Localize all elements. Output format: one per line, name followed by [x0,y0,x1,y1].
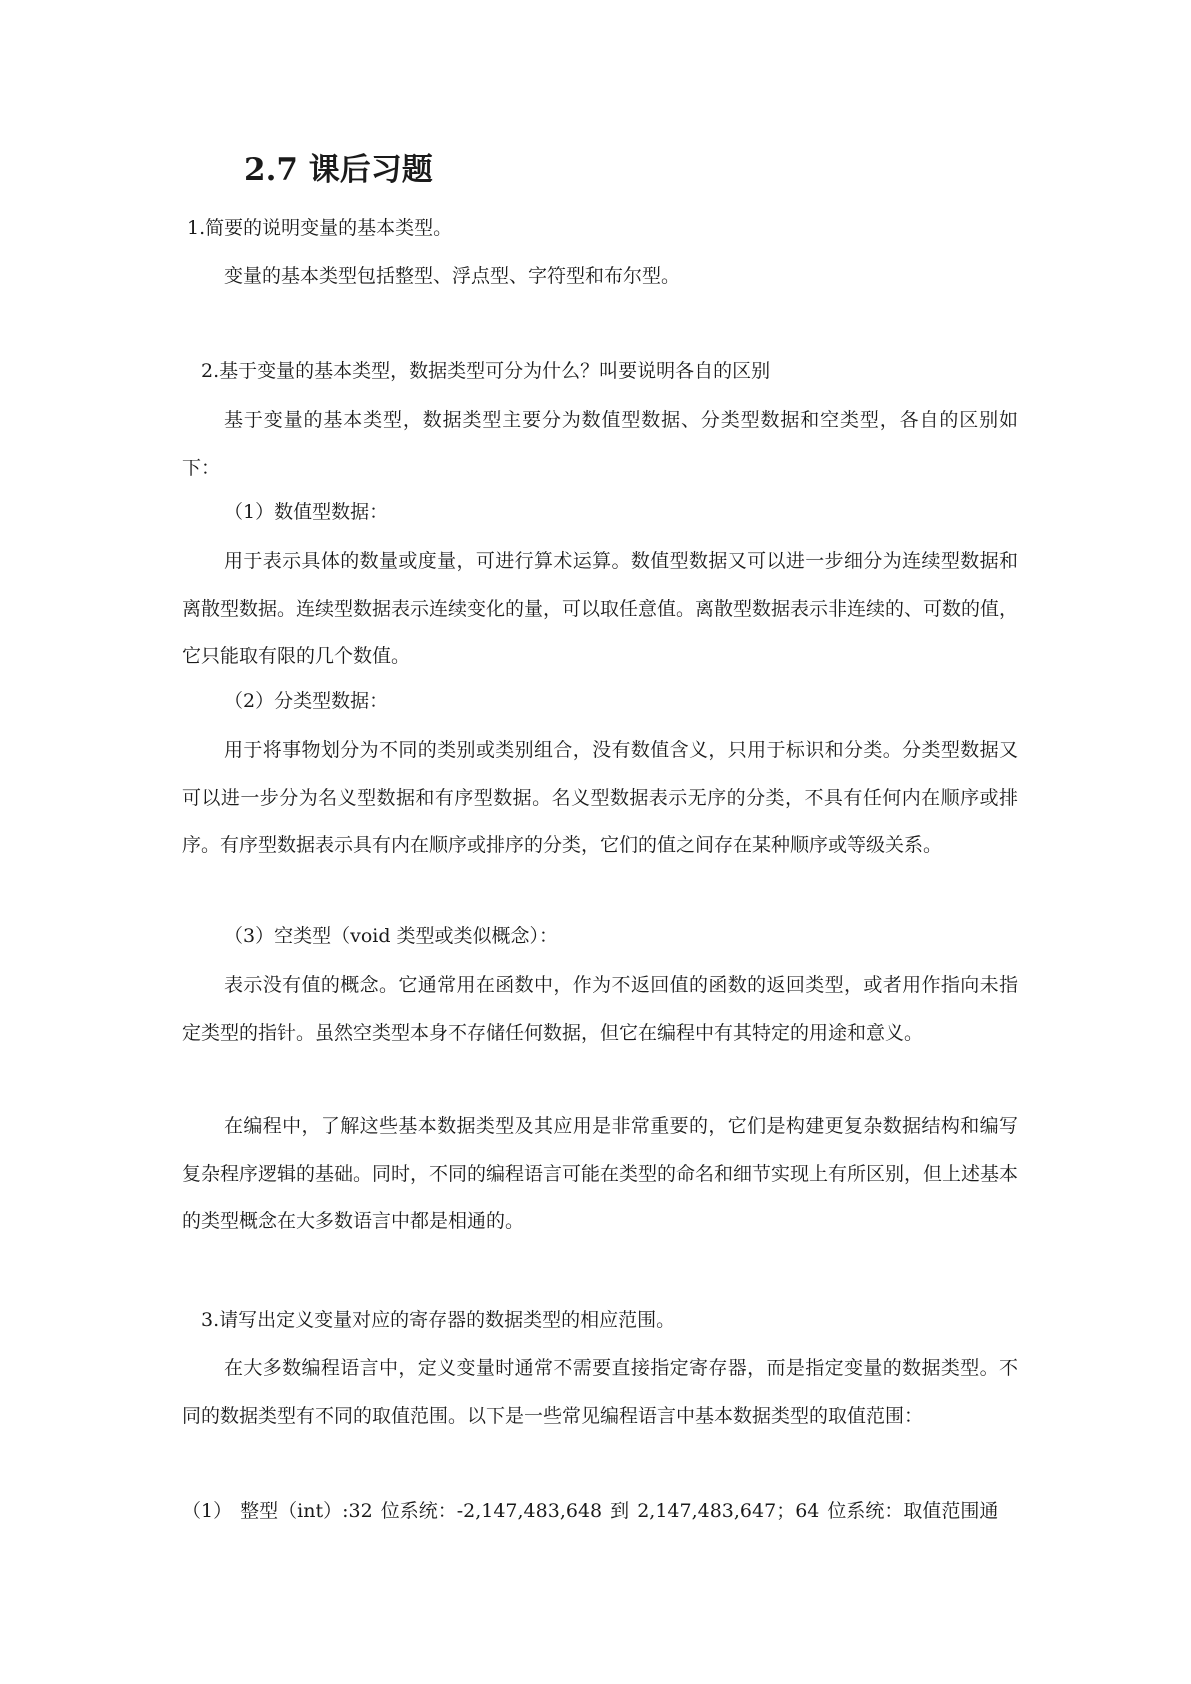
answer-2-conclusion: 在编程中，了解这些基本数据类型及其应用是非常重要的，它们是构建更复杂数据结构和编写复杂程序逻辑的基础。同时，不同的编程语言可能在类型的命名和细节实现上有所区别，但上述基本的类型概念在大多数语言中都是相通的。 [182,1115,1019,1232]
answer-2-text-1: 用于表示具体的数量或度量，可进行算术运算。数值型数据又可以进一步细分为连续型数据和离散型数据。连续型数据表示连续变化的量，可以取任意值。离散型数据表示非连续的、可数的值，它只能取有限的几个数值。 [182,550,1019,667]
answer-2-intro: 基于变量的基本类型，数据类型主要分为数值型数据、分类型数据和空类型，各自的区别如下： [182,409,1018,479]
answer-2-heading-2: （2）分类型数据： [224,690,389,712]
answer-2-text-3: 表示没有值的概念。它通常用在函数中，作为不返回值的函数的返回类型，或者用作指向未指定类型的指针。虽然空类型本身不存储任何数据，但它在编程中有其特定的用途和意义。 [182,974,1018,1044]
question-2: 2.基于变量的基本类型，数据类型可分为什么？叫要说明各自的区别 [201,360,771,382]
answer-2-heading-1: （1）数值型数据： [224,501,389,523]
answer-3-item-1: （1） 整型（int）:32 位系统：-2,147,483,648 到 2,147,483,647；64 位系统：取值范围通 [182,1500,999,1522]
answer-2-text-2: 用于将事物划分为不同的类别或类别组合，没有数值含义，只用于标识和分类。分类型数据又可以进一步分为名义型数据和有序型数据。名义型数据表示无序的分类，不具有任何内在顺序或排序。有序型数据表示具有内在顺序或排序的分类，它们的值之间存在某种顺序或等级关系。 [182,739,1018,856]
question-1: 1.简要的说明变量的基本类型。 [187,217,453,239]
answer-2-heading-3: （3）空类型（void 类型或类似概念）： [224,925,559,947]
section-title: 2.7 课后习题 [244,152,433,188]
question-3: 3.请写出定义变量对应的寄存器的数据类型的相应范围。 [201,1309,676,1331]
answer-3-intro: 在大多数编程语言中，定义变量时通常不需要直接指定寄存器，而是指定变量的数据类型。不同的数据类型有不同的取值范围。以下是一些常见编程语言中基本数据类型的取值范围： [182,1357,1018,1427]
answer-1: 变量的基本类型包括整型、浮点型、字符型和布尔型。 [224,265,681,287]
